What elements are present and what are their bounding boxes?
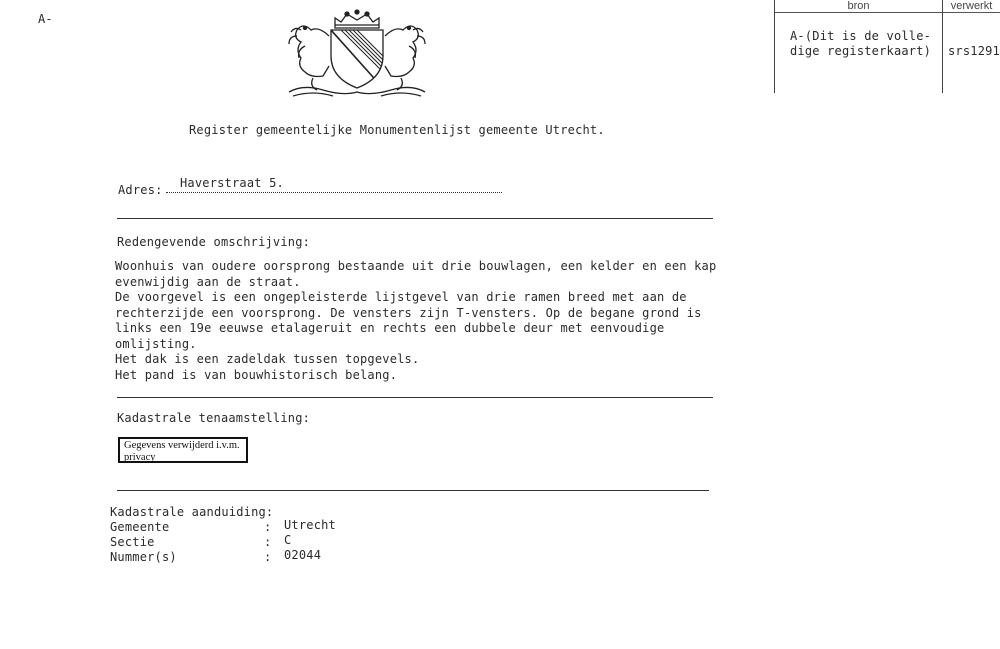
description-line: links een 19e eeuwse etalageruit en rechts een dubbele deur met eenvoudige <box>115 321 665 335</box>
colon-separator: : <box>264 550 272 564</box>
cadastral-row-value: C <box>284 533 292 547</box>
description-line: De voorgevel is een ongepleisterde lijstgevel van drie ramen breed met aan de <box>115 290 687 304</box>
description-line: evenwijdig aan de straat. <box>115 274 301 289</box>
cadastral-row-label: Nummer(s) <box>110 550 177 564</box>
description-line: Het dak is een zadeldak tussen topgevels. <box>115 352 420 366</box>
privacy-redaction-box <box>118 437 248 463</box>
divider <box>117 397 713 398</box>
description-line: Het pand is van bouwhistorisch belang. <box>115 367 398 382</box>
source-value-line-1: A-(Dit is de volle- <box>790 29 932 43</box>
divider <box>117 490 709 491</box>
colon-separator: : <box>264 535 272 549</box>
cadastral-row-value: 02044 <box>284 548 322 562</box>
description-heading: Redengevende omschrijving: <box>117 235 311 249</box>
table-header-source: bron <box>847 0 870 12</box>
cadastral-row-label: Sectie <box>110 535 155 549</box>
privacy-line-1: Gegevens verwijderd i.v.m. <box>124 440 240 451</box>
divider <box>117 218 713 219</box>
page-title: Register gemeentelijke Monumentenlijst gemeente Utrecht. <box>189 123 605 137</box>
utrecht-coat-of-arms-icon <box>283 6 431 101</box>
cadastral-row-label: Gemeente <box>110 520 170 534</box>
description-line: Woonhuis van oudere oorsprong bestaande uit drie bouwlagen, een kelder en een kap <box>115 259 717 273</box>
address-value: Haverstraat 5. <box>180 176 284 190</box>
processed-value: srs1291 <box>948 44 1000 58</box>
table-header-processed: verwerkt <box>950 0 993 12</box>
corner-label: A- <box>38 12 53 26</box>
cadastral-owner-heading: Kadastrale tenaamstelling: <box>117 411 311 425</box>
privacy-line-2: privacy <box>124 452 156 463</box>
description-line: omlijsting. <box>115 336 197 351</box>
cadastral-row-value: Utrecht <box>284 518 336 532</box>
colon-separator: : <box>264 520 272 534</box>
address-dotted-line <box>166 192 502 193</box>
description-line: rechterzijde een voorsprong. De vensters zijn T-vensters. Op de begane grond is <box>115 305 702 320</box>
cadastral-designation-heading: Kadastrale aanduiding: <box>110 505 274 519</box>
source-value-line-2: dige registerkaart) <box>790 44 932 58</box>
address-label: Adres: <box>118 183 163 197</box>
description-body <box>115 259 716 383</box>
